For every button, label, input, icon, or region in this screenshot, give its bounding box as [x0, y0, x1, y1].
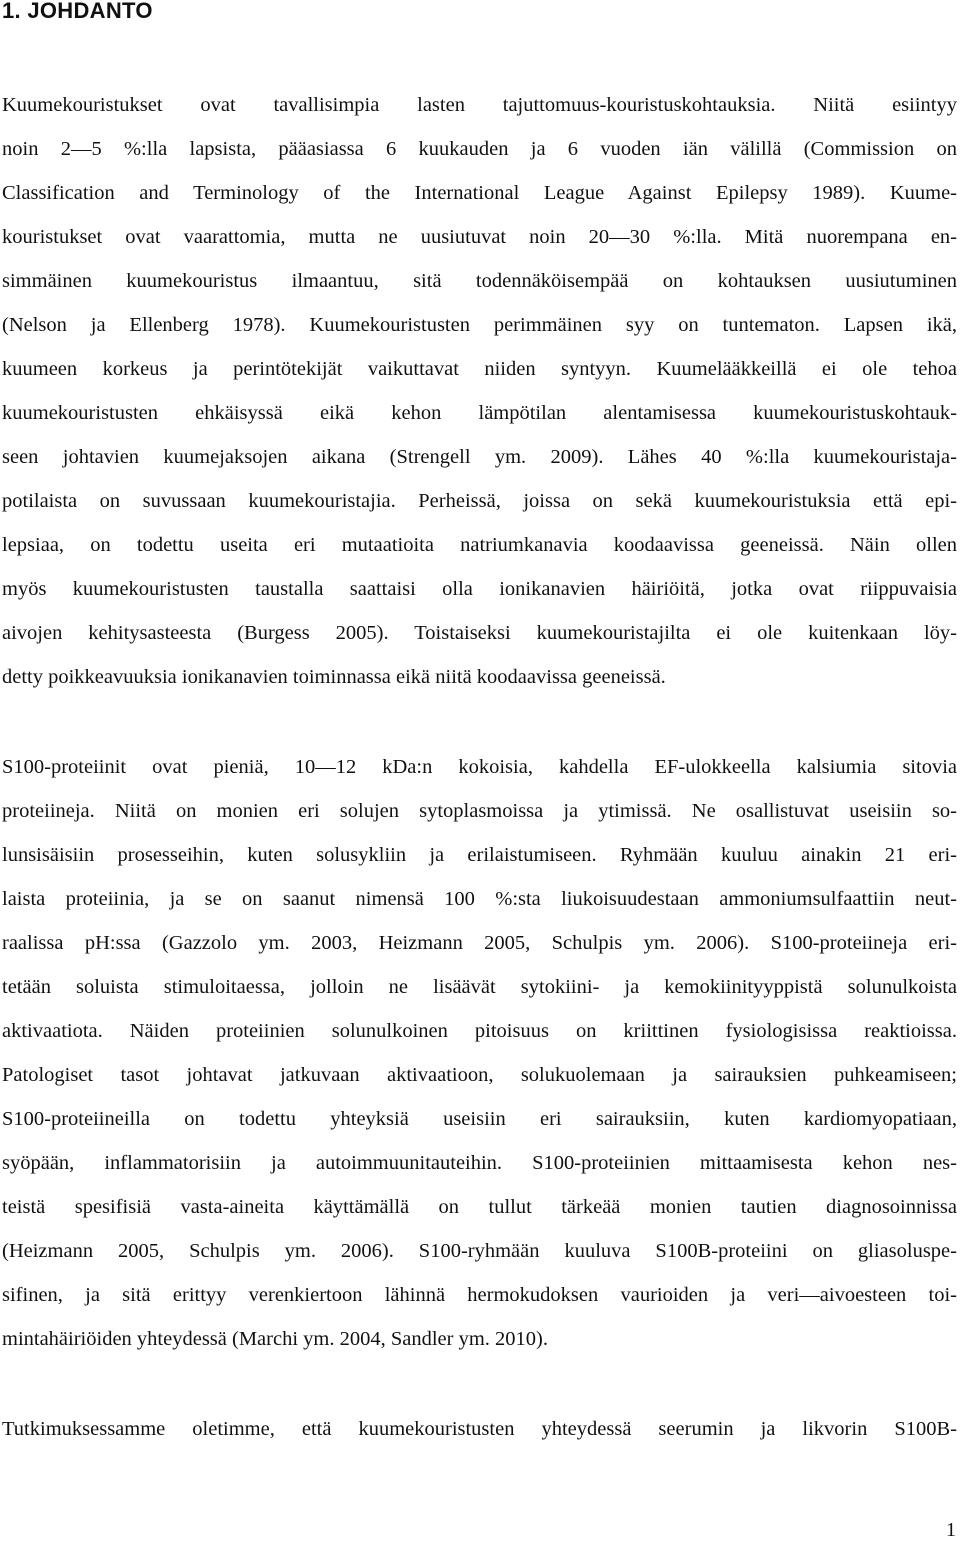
text-line: aivojen kehitysasteesta (Burgess 2005). Toistaiseksi kuumekouristajilta ei ole kuitenkaan löy-	[2, 622, 957, 644]
text-line: tetään soluista stimuloitaessa, jolloin ne lisäävät sytokiini- ja kemokiinityyppistä solunulkoista	[2, 976, 957, 998]
text-line: Patologiset tasot johtavat jatkuvaan aktivaatioon, solukuolemaan ja sairauksien puhkeamiseen;	[2, 1064, 957, 1086]
text-line: seen johtavien kuumejaksojen aikana (Strengell ym. 2009). Lähes 40 %:lla kuumekouristaja-	[2, 446, 957, 468]
text-line: noin 2—5 %:lla lapsista, pääasiassa 6 kuukauden ja 6 vuoden iän välillä (Commission on	[2, 138, 957, 160]
text-line: mintahäiriöiden yhteydessä (Marchi ym. 2004, Sandler ym. 2010).	[2, 1328, 548, 1350]
text-line: (Heizmann 2005, Schulpis ym. 2006). S100-ryhmään kuuluva S100B-proteiini on gliasoluspe-	[2, 1240, 957, 1262]
text-line: S100-proteiineilla on todettu yhteyksiä useisiin eri sairauksiin, kuten kardiomyopatiaan,	[2, 1108, 957, 1130]
text-line: aktivaatiota. Näiden proteiinien solunulkoinen pitoisuus on kriittinen fysiologisissa reaktioissa.	[2, 1020, 957, 1042]
text-line: S100-proteiinit ovat pieniä, 10—12 kDa:n kokoisia, kahdella EF-ulokkeella kalsiumia sitovia	[2, 756, 957, 778]
text-line: proteiineja. Niitä on monien eri solujen sytoplasmoissa ja ytimissä. Ne osallistuvat useisiin so-	[2, 800, 957, 822]
text-line: Kuumekouristukset ovat tavallisimpia lasten tajuttomuus-kouristuskohtauksia. Niitä esiintyy	[2, 94, 957, 116]
text-line: raalissa pH:ssa (Gazzolo ym. 2003, Heizmann 2005, Schulpis ym. 2006). S100-proteiineja eri-	[2, 932, 957, 954]
page-number: 1	[946, 1519, 956, 1541]
text-line: syöpään, inflammatorisiin ja autoimmuunitauteihin. S100-proteiinien mittaamisesta kehon nes-	[2, 1152, 957, 1174]
text-line: kuumeen korkeus ja perintötekijät vaikuttavat niiden syntyyn. Kuumelääkkeillä ei ole tehoa	[2, 358, 957, 380]
text-line: kouristukset ovat vaarattomia, mutta ne uusiutuvat noin 20—30 %:lla. Mitä nuorempana en-	[2, 226, 957, 248]
text-line: detty poikkeavuuksia ionikanavien toiminnassa eikä niitä koodaavissa geeneissä.	[2, 666, 666, 688]
paragraph-s100-proteins	[2, 745, 957, 1361]
text-line: sifinen, ja sitä erittyy verenkiertoon lähinnä hermokudoksen vaurioiden ja veri—aivoesteen toi-	[2, 1284, 957, 1306]
text-line: laista proteiinia, ja se on saanut nimensä 100 %:sta liukoisuudestaan ammoniumsulfaattiin neut-	[2, 888, 957, 910]
text-line: Classification and Terminology of the International League Against Epilepsy 1989). Kuume-	[2, 182, 957, 204]
text-line: lepsiaa, on todettu useita eri mutaatioita natriumkanavia koodaavissa geeneissä. Näin ollen	[2, 534, 957, 556]
text-line: lunsisäisiin prosesseihin, kuten solusykliin ja erilaistumiseen. Ryhmään kuuluu ainakin 21 eri-	[2, 844, 957, 866]
paragraph-study-hypothesis	[2, 1407, 957, 1451]
section-heading: 1. JOHDANTO	[2, 0, 153, 23]
text-line: kuumekouristusten ehkäisyssä eikä kehon lämpötilan alentamisessa kuumekouristuskohtauk-	[2, 402, 957, 424]
text-line: potilaista on suvussaan kuumekouristajia. Perheissä, joissa on sekä kuumekouristuksia että epi-	[2, 490, 957, 512]
text-line: myös kuumekouristusten taustalla saattaisi olla ionikanavien häiriöitä, jotka ovat riippuvaisia	[2, 578, 957, 600]
text-line: Tutkimuksessamme oletimme, että kuumekouristusten yhteydessä seerumin ja likvorin S100B-	[2, 1418, 957, 1440]
text-line: teistä spesifisiä vasta-aineita käyttämällä on tullut tärkeää monien tautien diagnosoinnissa	[2, 1196, 957, 1218]
paragraph-febrile-seizures	[2, 83, 957, 699]
text-line: (Nelson ja Ellenberg 1978). Kuumekouristusten perimmäinen syy on tuntematon. Lapsen ikä,	[2, 314, 957, 336]
text-line: simmäinen kuumekouristus ilmaantuu, sitä todennäköisempää on kohtauksen uusiutuminen	[2, 270, 957, 292]
